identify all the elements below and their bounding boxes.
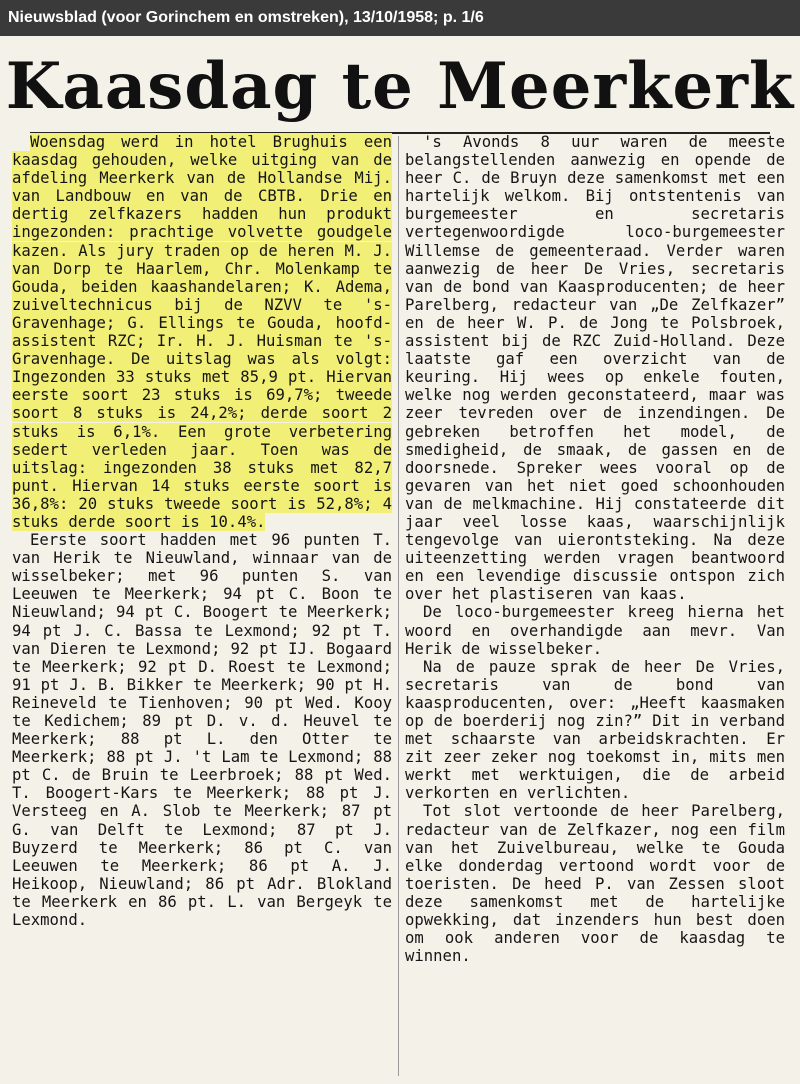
window-title-bar (0, 0, 800, 36)
article-headline: Kaasdag te Meerkerk (5, 49, 795, 124)
column-divider (398, 136, 399, 1076)
article-paragraph (12, 133, 392, 531)
window-title: Nieuwsblad (voor Gorinchem en omstreken), 13/10/1958; p. 1/6 (8, 9, 484, 26)
article-paragraph: De loco-burgemeester kreeg hierna het woord en overhandigde aan mevr. Van Herik de wisselbeker. (405, 603, 785, 658)
article-column-left (12, 133, 392, 929)
newspaper-clipping (0, 36, 800, 1084)
highlighted-paragraph: Woensdag werd in hotel Brughuis een kaasdag gehouden, welke uitging van de afdeling Meerkerk van de Hollandse Mij. van Landbouw en van de CBTB. Drie en dertig zelfkazers hadden hun produkt ingezonden: prachtige volvette goudgele kazen. Als jury traden op de heren M. J. van Dorp te Haarlem, Chr. Molenkamp te Gouda, beiden kaashandelaren; K. Adema, zuiveltechnicus bij de NZVV te 's-Gravenhage; G. Ellings te Gouda, hoofdassistent RZC; Ir. H. J. Huisman te 's-Gravenhage. De uitslag was als volgt: Ingezonden 33 stuks met 85,9 pt. Hiervan eerste soort 23 stuks is 69,7%; tweede soort 8 stuks is 24,2%; derde soort 2 stuks is 6,1%. Een grote verbetering sedert verleden jaar. Toen was de uitslag: ingezonden 38 stuks met 82,7 punt. Hiervan 14 stuks eerste soort is 36,8%: 20 stuks tweede soort is 52,8%; 4 stuks derde soort is 10.4%. (12, 133, 392, 531)
article-paragraph: Na de pauze sprak de heer De Vries, secretaris van de bond van kaasproducenten, over: „Heeft kaasmaken op de boerderij nog zin?” Dit in verband met schaarste van arbeidskrachten. Er zit zeer zeker nog toekomst in, mits men werkt met werktuigen, die de arbeid verkorten en verlichten. (405, 657, 785, 803)
article-paragraph: 's Avonds 8 uur waren de meeste belangstellenden aanwezig en opende de heer C. de Bruyn deze samenkomst met een hartelijk welkom. Bij ontstentenis van burgemeester en secretaris vertegenwoordigde loco-burgemeester Willemse de gemeenteraad. Verder waren aanwezig de heer De Vries, secretaris van de bond van Kaasproducenten; de heer Parelberg, redacteur van „De Zelfkazer” en de heer W. P. de Jong te Polsbroek, assistent bij de RZC Zuid-Holland. Deze laatste gaf een overzicht van de keuring. Hij wees op enkele fouten, welke nog werden geconstateerd, maar was zeer tevreden over de inzendingen. De gebreken betroffen het model, de smedigheid, de smaak, de gassen en de doorsnede. Spreker wees vooral op de gevaren van het niet goed schoonhouden van de melkmachine. Hij constateerde dit jaar veel losse kaas, waarschijnlijk tengevolge van uierontsteking. Na deze uiteenzetting werden vragen beantwoord en een levendige discussie ontspon zich over het plastiseren van kaas. (405, 133, 785, 604)
article-paragraph: Eerste soort hadden met 96 punten T. van Herik te Nieuwland, winnaar van de wisselbeker; met 96 punten S. van Leeuwen te Meerkerk; 94 pt C. Boon te Nieuwland; 94 pt C. Boogert te Meerkerk; 94 pt J. C. Bassa te Lexmond; 92 pt T. van Dieren te Lexmond; 92 pt IJ. Bogaard te Meerkerk; 92 pt D. Roest te Lexmond; 91 pt J. B. Bikker te Meerkerk; 90 pt H. Reineveld te Tienhoven; 90 pt Wed. Kooy te Kedichem; 89 pt D. v. d. Heuvel te Meerkerk; 88 pt L. den Otter te Meerkerk; 88 pt J. 't Lam te Lexmond; 88 pt C. de Bruin te Leerbroek; 88 pt Wed. T. Boogert-Kars te Meerkerk; 88 pt J. Versteeg en A. Slob te Meerkerk; 87 pt G. van Delft te Lexmond; 87 pt J. Buyzerd te Meerkerk; 86 pt C. van Leeuwen te Meerkerk; 86 pt A. J. Heikoop, Nieuwland; 86 pt Adr. Blokland te Meerkerk en 86 pt. L. van Bergeyk te Lexmond. (12, 531, 392, 930)
article-column-right (405, 133, 785, 965)
article-paragraph: Tot slot vertoonde de heer Parelberg, redacteur van de Zelfkazer, nog een film van het Zuivelbureau, welke te Gouda elke donderdag vertoond wordt voor de toeristen. De heed P. van Zessen sloot deze samenkomst met de hartelijke opwekking, dat inzenders hun best doen om ook anderen voor de kaasdag te winnen. (405, 802, 785, 966)
